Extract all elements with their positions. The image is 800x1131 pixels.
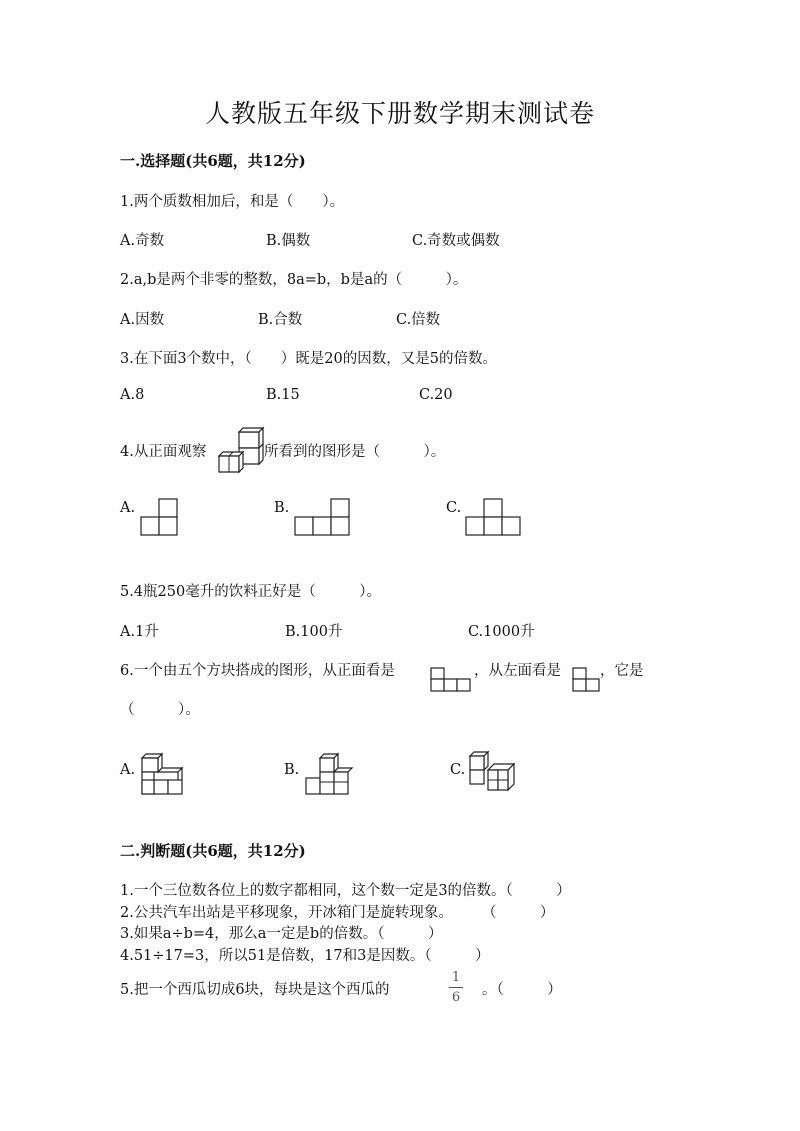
question-1: 1.两个质数相加后，和是（ ）。	[120, 194, 345, 210]
q3-option-b: B.15	[266, 387, 300, 403]
q5-option-b: B.100升	[285, 624, 343, 640]
q6-option-c-figure	[468, 752, 518, 796]
fraction-denominator: 6	[451, 990, 461, 1005]
q6-front-view-figure	[430, 667, 472, 693]
q6-option-b-figure	[302, 754, 354, 798]
q4-option-a-figure	[140, 498, 178, 536]
q4-option-c: C.	[446, 500, 462, 516]
question-4-end: 所看到的图形是（ ）。	[264, 444, 446, 460]
q5-option-c: C.1000升	[468, 624, 535, 640]
question-3: 3.在下面3个数中，（ ）既是20的因数，又是5的倍数。	[120, 351, 497, 367]
judgment-item-5-end: 。（ ）	[482, 982, 562, 998]
question-6-line2: （ ）。	[120, 702, 200, 718]
q4-option-b: B.	[274, 500, 290, 516]
question-5: 5.4瓶250毫升的饮料正好是（ ）。	[120, 584, 381, 600]
q2-option-b: B.合数	[258, 312, 303, 328]
judgment-item-3: 3.如果a÷b=4，那么a一定是b的倍数。（ ）	[120, 926, 443, 942]
q6-option-a-figure	[138, 754, 186, 798]
judgment-item-5-start: 5.把一个西瓜切成6块，每块是这个西瓜的	[120, 982, 390, 998]
q3-option-a: A.8	[120, 387, 145, 403]
question-6-part1: 6.一个由五个方块搭成的图形，从正面看是	[120, 663, 395, 679]
judgment-item-4: 4.51÷17=3，所以51是倍数，17和3是因数。（ ）	[120, 948, 490, 964]
question-6-part3: ，它是	[600, 663, 644, 679]
q4-option-c-figure	[465, 498, 521, 536]
question-4-start: 4.从正面观察	[120, 444, 207, 460]
q4-cube-stack-figure	[219, 428, 263, 476]
section-heading-choice: 一.选择题(共6题，共12分)	[120, 152, 306, 170]
page-title: 人教版五年级下册数学期末测试卷	[204, 99, 595, 128]
q6-option-c: C.	[450, 762, 466, 778]
section-heading-judgment: 二.判断题(共6题，共12分)	[120, 842, 306, 860]
q1-option-a: A.奇数	[120, 233, 165, 249]
q6-option-b: B.	[284, 762, 300, 778]
q3-option-c: C.20	[419, 387, 453, 403]
q5-option-a: A.1升	[120, 624, 159, 640]
q4-option-b-figure	[294, 498, 350, 536]
q2-option-a: A.因数	[120, 312, 165, 328]
q6-left-view-figure	[572, 667, 602, 693]
q2-option-c: C.倍数	[396, 312, 441, 328]
fraction-numerator: 1	[451, 970, 461, 985]
fraction-one-sixth	[449, 970, 463, 1005]
question-6-part2: ，从左面看是	[474, 663, 561, 679]
judgment-item-2: 2.公共汽车出站是平移现象，开冰箱门是旋转现象。 （ ）	[120, 905, 555, 921]
q4-option-a: A.	[120, 500, 136, 516]
fraction-bar	[449, 987, 463, 988]
q6-option-a: A.	[120, 762, 136, 778]
judgment-item-1: 1.一个三位数各位上的数字都相同，这个数一定是3的倍数。（ ）	[120, 883, 571, 899]
q1-option-b: B.偶数	[266, 233, 311, 249]
q1-option-c: C.奇数或偶数	[412, 233, 500, 249]
question-2: 2.a,b是两个非零的整数，8a=b，b是a的（ ）。	[120, 272, 468, 288]
